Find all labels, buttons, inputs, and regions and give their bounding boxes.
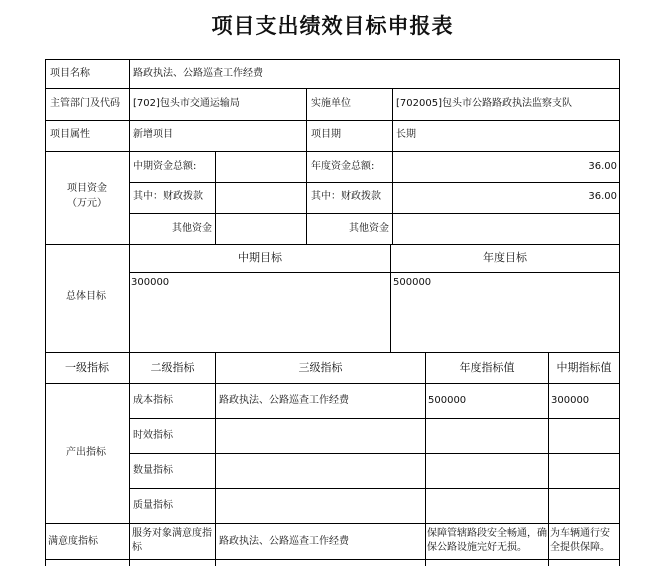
grid-line	[45, 383, 619, 384]
mid-goal-value: 300000	[131, 277, 170, 288]
grid-line	[548, 352, 549, 566]
overall-label: 总体目标	[66, 291, 106, 302]
grid-line	[392, 88, 393, 151]
grid-line	[619, 59, 620, 566]
grid-line	[45, 88, 619, 89]
row-mid: 300000	[551, 395, 590, 406]
output-label: 产出指标	[66, 447, 106, 458]
grid-line	[215, 151, 216, 244]
mid-fiscal-label: 其中：财政拨款	[133, 191, 203, 202]
grid-line	[306, 88, 307, 151]
grid-line	[129, 182, 619, 183]
attr-label: 项目属性	[50, 129, 90, 140]
impl-value: [702005]包头市公路路政执法监察支队	[396, 98, 572, 109]
header-mid: 中期指标值	[556, 361, 612, 374]
row-level3: 路政执法、公路巡查工作经费	[219, 395, 349, 406]
satisfaction-level1: 满意度指标	[48, 536, 98, 547]
grid-line	[45, 59, 619, 60]
grid-line	[129, 418, 619, 419]
annual-goal-value: 500000	[393, 277, 432, 288]
mid-other-label: 其他资金	[172, 223, 212, 234]
period-value: 长期	[396, 129, 416, 140]
impl-label: 实施单位	[311, 98, 351, 109]
satisfaction-level3: 路政执法、公路巡查工作经费	[219, 536, 349, 547]
page-title: 项目支出绩效目标申报表	[211, 13, 454, 38]
row-level2: 成本指标	[133, 395, 173, 406]
annual-total-label: 年度资金总额:	[311, 161, 375, 172]
period-label: 项目期	[311, 129, 341, 140]
row-annual: 500000	[428, 395, 467, 406]
grid-line	[45, 523, 619, 524]
attr-value: 新增项目	[133, 129, 173, 140]
project-name-value: 路政执法、公路巡查工作经费	[133, 68, 263, 79]
row-level2: 时效指标	[133, 430, 173, 441]
grid-line	[215, 352, 216, 566]
header-annual: 年度指标值	[459, 361, 515, 374]
annual-other-label: 其他资金	[349, 223, 389, 234]
satisfaction-level2: 服务对象满意度指标	[132, 528, 212, 553]
satisfaction-annual: 保障管辖路段安全畅通，确保公路设施完好无损。	[427, 528, 547, 553]
annual-fiscal-value: 36.00	[588, 191, 617, 202]
grid-line	[45, 559, 619, 560]
dept-value: [702]包头市交通运输局	[133, 98, 240, 109]
funds-unit: （万元）	[67, 198, 107, 209]
grid-line	[129, 453, 619, 454]
satisfaction-mid: 为车辆通行安全提供保障。	[550, 528, 610, 553]
grid-line	[129, 59, 130, 566]
funds-label: 项目资金	[67, 183, 107, 194]
grid-line	[45, 120, 619, 121]
grid-line	[425, 352, 426, 566]
project-name-label: 项目名称	[50, 68, 90, 79]
grid-line	[45, 151, 619, 152]
grid-line	[45, 352, 619, 353]
mid-total-label: 中期资金总额:	[133, 161, 197, 172]
header-level1: 一级指标	[65, 361, 109, 374]
grid-line	[129, 272, 619, 273]
mid-goal-header: 中期目标	[238, 251, 282, 264]
grid-line	[129, 488, 619, 489]
annual-fiscal-label: 其中：财政拨款	[311, 191, 381, 202]
annual-goal-header: 年度目标	[483, 251, 527, 264]
grid-line	[45, 244, 619, 245]
header-level3: 三级指标	[298, 361, 343, 374]
header-level2: 二级指标	[150, 361, 195, 374]
row-level2: 质量指标	[133, 500, 173, 511]
row-level2: 数量指标	[133, 465, 173, 476]
grid-line	[45, 59, 46, 566]
dept-label: 主管部门及代码	[50, 98, 120, 109]
annual-total-value: 36.00	[588, 161, 617, 172]
grid-line	[129, 213, 619, 214]
